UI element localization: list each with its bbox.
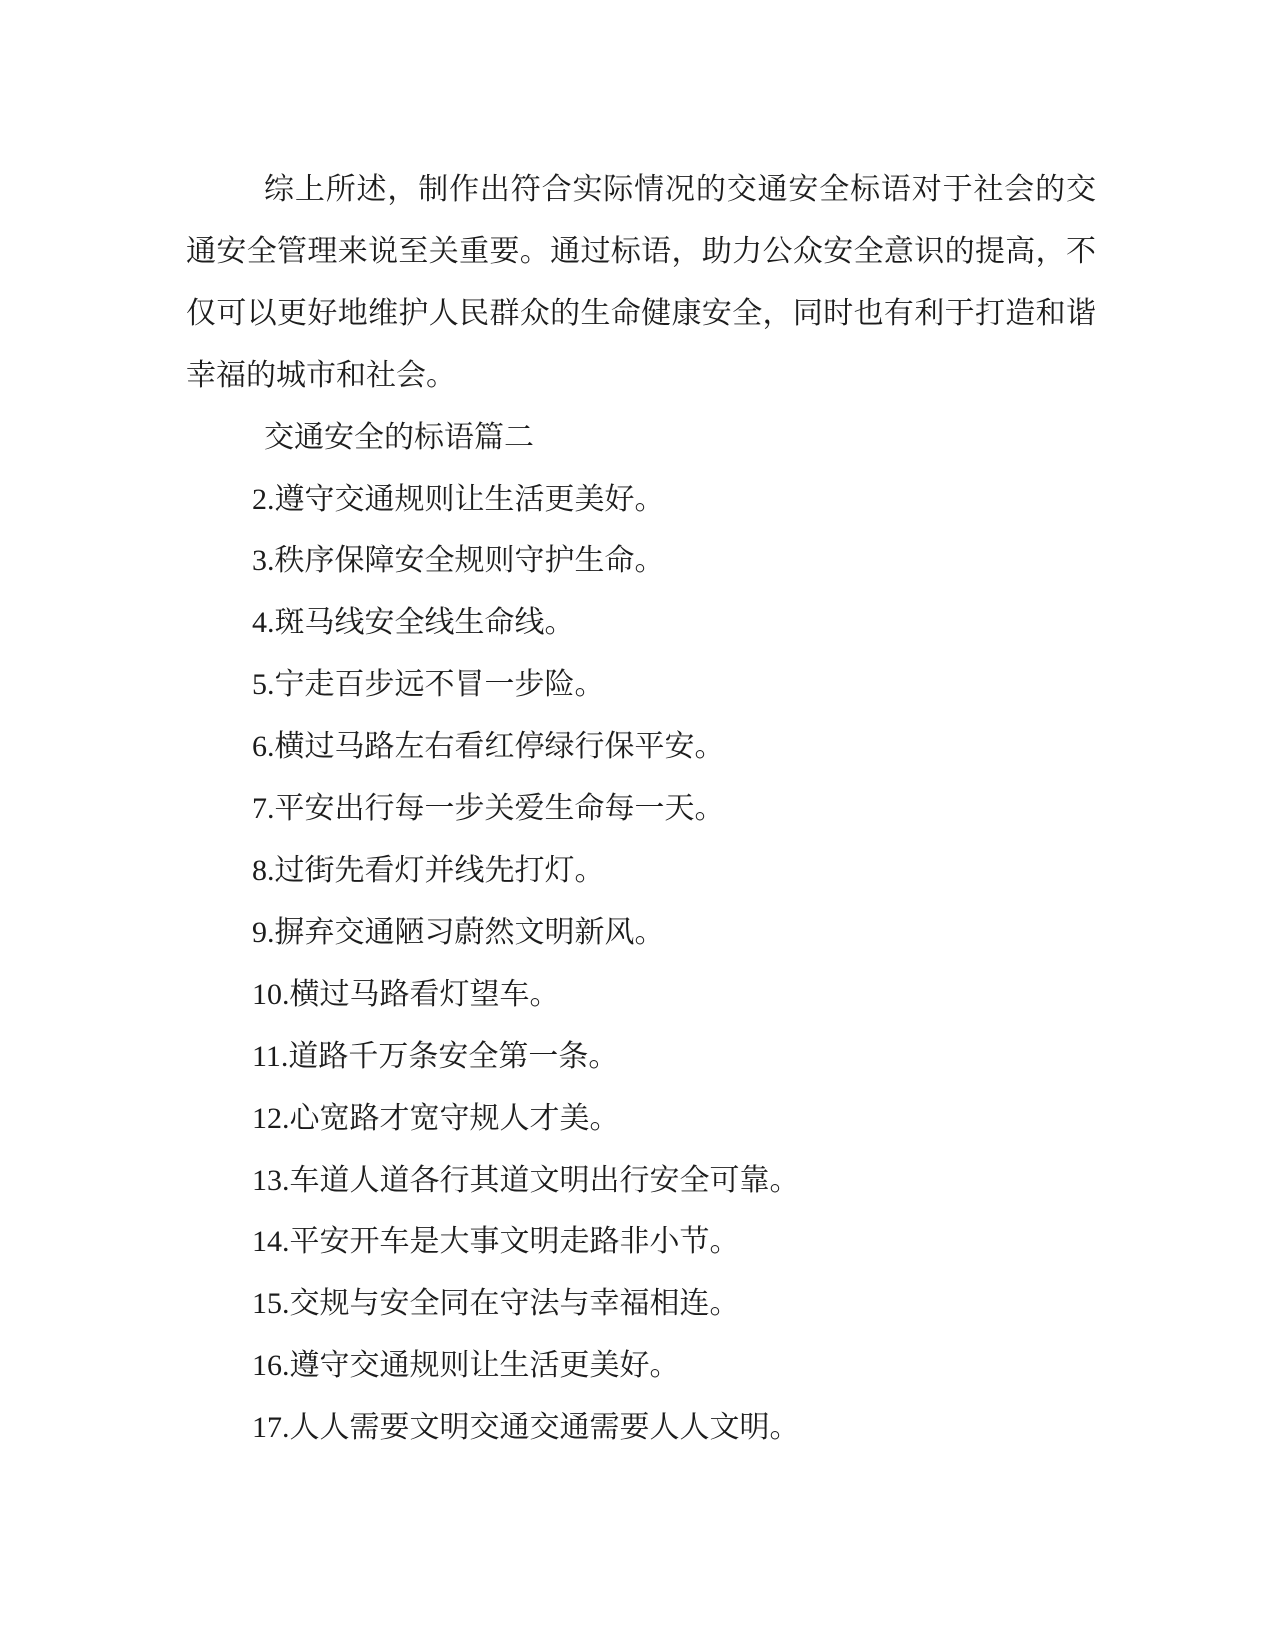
slogan-item-17: 17.人人需要文明交通交通需要人人文明。 bbox=[252, 1411, 800, 1445]
conclusion-paragraph: 综上所述，制作出符合实际情况的交通安全标语对于社会的交通安全管理来说至关重要。通过标语，助力公众安全意识的提高，不仅可以更好地维护人民群众的生命健康安全，同时也有利于打造和谐幸福的城市和社会。 bbox=[186, 173, 1096, 392]
slogan-item-16: 16.遵守交通规则让生活更美好。 bbox=[252, 1349, 680, 1383]
slogan-item-4: 4.斑马线安全线生命线。 bbox=[252, 606, 575, 640]
slogan-item-14: 14.平安开车是大事文明走路非小节。 bbox=[252, 1225, 740, 1259]
slogan-item-3: 3.秩序保障安全规则守护生命。 bbox=[252, 544, 665, 578]
slogan-item-15: 15.交规与安全同在守法与幸福相连。 bbox=[252, 1287, 740, 1321]
slogan-item-5: 5.宁走百步远不冒一步险。 bbox=[252, 668, 605, 702]
slogan-item-8: 8.过街先看灯并线先打灯。 bbox=[252, 853, 605, 887]
slogan-item-2: 2.遵守交通规则让生活更美好。 bbox=[252, 482, 665, 516]
slogan-item-11: 11.道路千万条安全第一条。 bbox=[252, 1039, 619, 1073]
slogan-item-6: 6.横过马路左右看红停绿行保平安。 bbox=[252, 730, 725, 764]
slogan-item-10: 10.横过马路看灯望车。 bbox=[252, 977, 560, 1011]
slogan-item-13: 13.车道人道各行其道文明出行安全可靠。 bbox=[252, 1163, 800, 1197]
slogan-item-9: 9.摒弃交通陋习蔚然文明新风。 bbox=[252, 915, 665, 949]
slogan-item-7: 7.平安出行每一步关爱生命每一天。 bbox=[252, 792, 725, 826]
section-heading: 交通安全的标语篇二 bbox=[264, 420, 534, 454]
document-body bbox=[186, 159, 1096, 1459]
slogan-item-12: 12.心宽路才宽守规人才美。 bbox=[252, 1101, 620, 1135]
